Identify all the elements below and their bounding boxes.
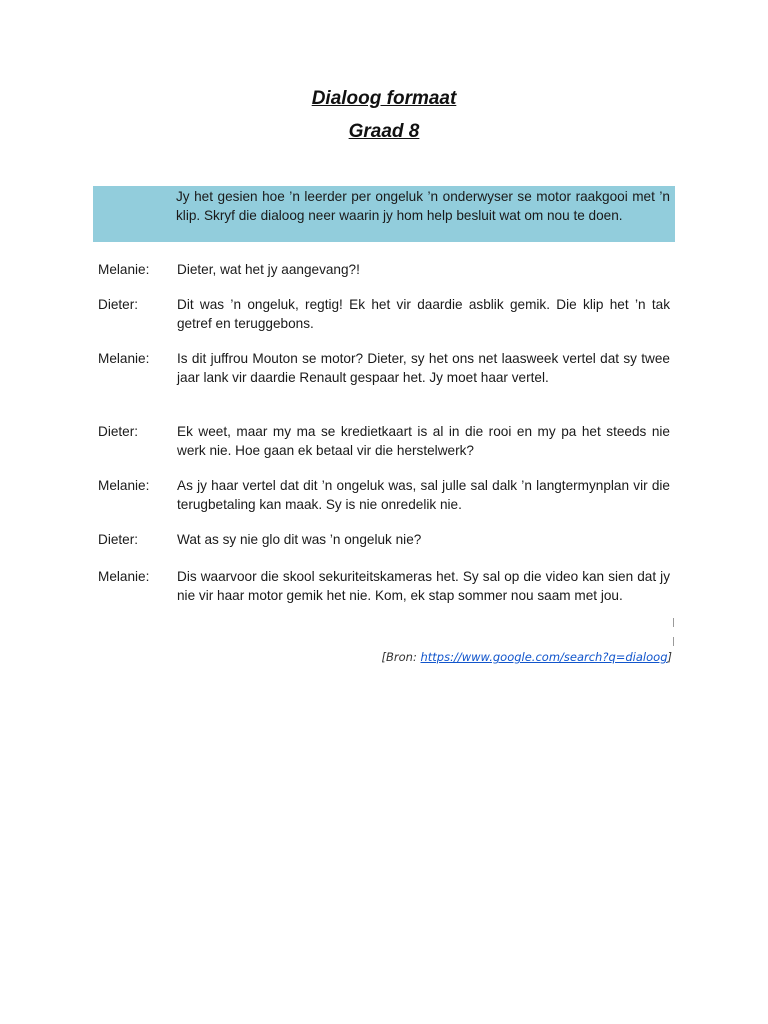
table-border-fragment	[673, 618, 674, 627]
speaker-label: Melanie:	[98, 262, 150, 277]
speech-text: Ek weet, maar my ma se kredietkaart is al in die rooi en my pa het steeds nie werk nie. Hoe gaan ek betaal vir die herstelwerk?	[177, 424, 670, 458]
speech-text: Wat as sy nie glo dit was ’n ongeluk nie?	[177, 532, 422, 547]
speech-text: Dit was ’n ongeluk, regtig! Ek het vir daardie asblik gemik. Die klip het ’n tak getref en teruggebons.	[177, 297, 670, 331]
source-citation	[382, 650, 672, 664]
prompt-box	[93, 186, 675, 242]
source-prefix: [Bron:	[381, 650, 421, 664]
source-suffix: ]	[667, 650, 672, 664]
prompt-text: Jy het gesien hoe ’n leerder per ongeluk ’n onderwyser se motor raakgooi met ’n klip. Skryf die dialoog neer waarin jy hom help besluit wat om nou te doen.	[176, 189, 670, 223]
grade-subtitle: Graad 8	[348, 121, 420, 142]
speech-text: As jy haar vertel dat dit ’n ongeluk was, sal julle sal dalk ’n langtermynplan vir die terugbetaling kan maak. Sy is nie onredelik nie.	[177, 478, 670, 512]
speech-text: Is dit juffrou Mouton se motor? Dieter, sy het ons net laasweek vertel dat sy twee jaar lank vir daardie Renault gespaar het. Jy moet haar vertel.	[177, 351, 670, 385]
table-border-fragment	[673, 637, 674, 646]
speaker-label: Dieter:	[98, 297, 139, 312]
speaker-label: Melanie:	[98, 569, 150, 584]
source-link[interactable]: https://www.google.com/search?q=dialoog	[420, 650, 668, 664]
speaker-label: Dieter:	[98, 424, 139, 439]
speaker-label: Melanie:	[98, 351, 150, 366]
page-title: Dialoog formaat	[311, 88, 457, 109]
speaker-label: Melanie:	[98, 478, 150, 493]
speaker-label: Dieter:	[98, 532, 139, 547]
speech-text: Dieter, wat het jy aangevang?!	[177, 262, 360, 277]
speech-text: Dis waarvoor die skool sekuriteitskameras het. Sy sal op die video kan sien dat jy nie vir haar motor gemik het nie. Kom, ek stap sommer nou saam met jou.	[177, 569, 670, 603]
